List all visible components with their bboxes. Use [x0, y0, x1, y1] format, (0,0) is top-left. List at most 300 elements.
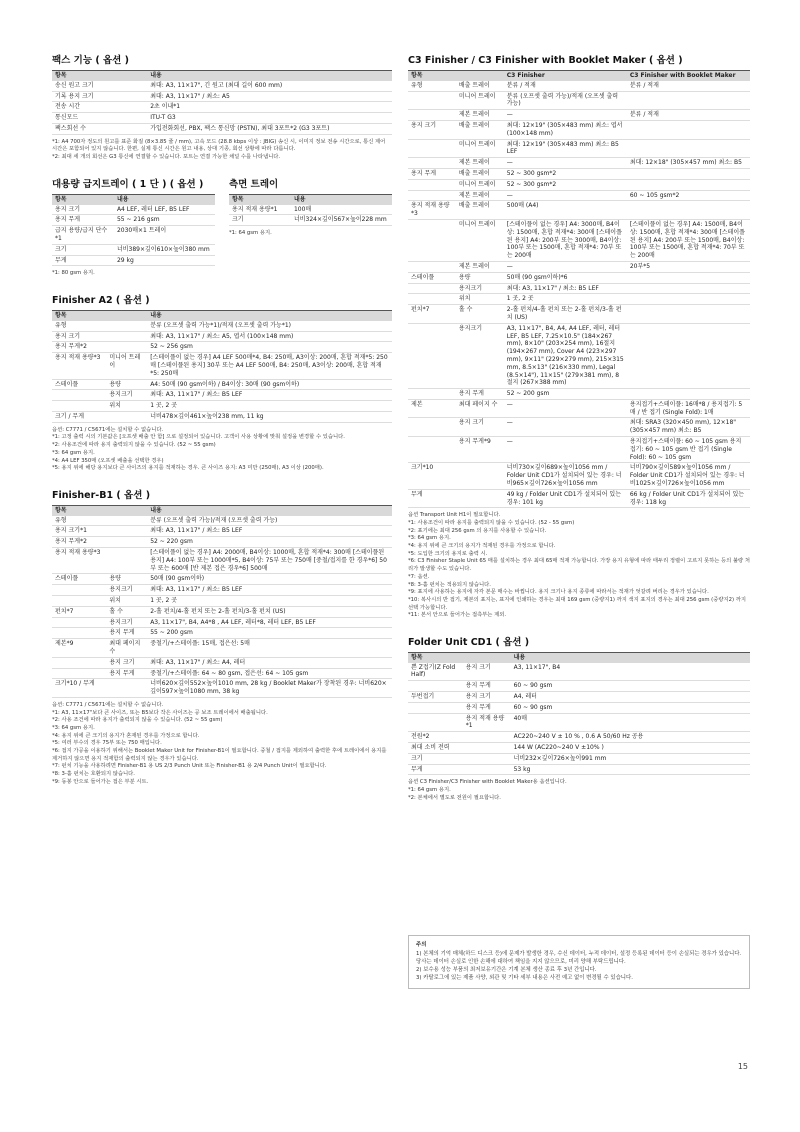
cell: 두번접기	[408, 692, 463, 703]
cell: 용지 무게	[408, 168, 456, 179]
table-row	[52, 81, 392, 91]
cell	[627, 120, 750, 139]
table-row	[52, 585, 392, 596]
cell: 2-홀 펀치/4-홀 펀치 또는 2-홀 펀치/3-홀 펀치 (US)	[504, 305, 627, 324]
cell: 최대: 12×19" (305×483 mm) 최소: 엽서 (100×148 mm)	[504, 120, 627, 139]
cell: 크기 / 무게	[52, 412, 106, 423]
cell	[408, 110, 456, 121]
table-row	[408, 81, 750, 91]
fax-header-item: 항목	[52, 71, 147, 81]
folder-unit-table	[408, 652, 750, 776]
table-row	[408, 489, 750, 508]
cell: A3, 11×17", B4	[511, 663, 750, 681]
table-row	[408, 139, 750, 158]
cell	[408, 681, 463, 692]
cell	[408, 713, 463, 732]
cell	[408, 219, 456, 261]
table-row	[408, 219, 750, 261]
cell: 용지크기	[106, 585, 147, 596]
footnote: *2: 표기에는 최대 256 gsm 의 용지를 사용할 수 있습니다.	[408, 527, 547, 534]
cell: 너비620×깊이552×높이1010 mm, 28 kg / Booklet Maker가 장착된 경우: 너비620×깊이597×높이1080 mm, 38 kg	[147, 679, 392, 698]
table-row	[408, 692, 750, 703]
footnote: 옵션 Transport Unit H1이 필요합니다.	[408, 512, 501, 519]
footnote: 옵션: C7771 / C5671에는 설치할 수 없습니다.	[52, 701, 164, 708]
cell: 53 kg	[511, 764, 750, 775]
cell	[408, 283, 456, 294]
cell	[456, 463, 504, 489]
table-row	[52, 401, 392, 412]
cell: 55 ~ 200 gsm	[147, 628, 392, 639]
cell: 스테이플	[52, 574, 106, 585]
cell: 최대 페이지 수	[106, 639, 147, 658]
footnote: *10: 복사시의 반 접기, 제본의 표지는, 표지에 인쇄하는 경우는 최대 169 gsm (중량지1) 까지 색지 표지의 경우는 최대 256 gsm (중량지2) 까지 선택 가능합니다.	[408, 596, 746, 611]
cell: —	[504, 418, 627, 437]
table-row	[229, 205, 392, 215]
cell: 용지 적재 용량*3	[52, 548, 106, 574]
cell: ITU-T G3	[147, 113, 392, 124]
cell: 50매 (90 gsm이하)*6	[504, 272, 627, 283]
cell: 미니어 트레이	[106, 353, 147, 379]
finisher-a2-title: Finisher A2 ( 옵션 )	[52, 295, 150, 307]
cell: 너비389×깊이610×높이380 mm	[114, 244, 215, 255]
table-row	[408, 753, 750, 764]
header-cell: 내용	[511, 652, 750, 662]
footnote: *6: 접지 가공을 이용하기 위해서는 Booklet Maker Unit for Finisher-B1이 필요합니다. 중철 / 접지를 제외하여 출력한 후에 트레이에서 용지를 제거하지 않으면 용지 적재함의 출력되지 않는 경우가 있습니다.	[52, 748, 387, 762]
table-row	[52, 574, 392, 585]
cell	[408, 702, 463, 713]
table-row	[52, 639, 392, 658]
cell: 52 ~ 200 gsm	[504, 389, 627, 400]
footnote: *4: 용지 위에 큰 크기의 용지가 혼재된 경우를 가정으로 합니다.	[52, 732, 200, 739]
cell: 용지 크기	[456, 418, 504, 437]
cell	[408, 418, 456, 437]
cell	[408, 294, 456, 305]
cell: 미니어 트레이	[456, 219, 504, 261]
cell	[456, 489, 504, 508]
cell: 미니어 트레이	[456, 91, 504, 110]
cell: 미니어 트레이	[456, 179, 504, 190]
cell: 52 ~ 256 gsm	[147, 342, 392, 353]
cell	[627, 323, 750, 388]
cell: 중철기/+스테이플: 15매, 접은선: 5매	[147, 639, 392, 658]
cell	[106, 548, 147, 574]
header-cell: 내용	[291, 194, 392, 204]
table-row	[408, 681, 750, 692]
table-row	[52, 516, 392, 526]
cell: —	[504, 399, 627, 418]
cell	[52, 596, 106, 607]
header-cell: C3 Finisher with Booklet Maker	[627, 71, 750, 81]
cell: 100매	[291, 205, 392, 215]
cell: 유형	[52, 516, 106, 526]
cell	[106, 526, 147, 537]
cell: 용지크기	[106, 390, 147, 401]
cell: 2초 이내*1	[147, 102, 392, 113]
table-row	[52, 226, 215, 245]
table-row	[408, 663, 750, 681]
header-cell	[106, 311, 147, 321]
cell	[463, 743, 511, 754]
table-row	[408, 294, 750, 305]
table-row	[408, 323, 750, 388]
cell: 용지크기	[456, 323, 504, 388]
table-row	[52, 657, 392, 668]
cell	[52, 657, 106, 668]
table-row	[229, 215, 392, 226]
footnote: *4: A4 LEF 350매 (오프셋 배출을 선택한 경우)	[52, 457, 164, 464]
table-row	[52, 102, 392, 113]
cell: —	[504, 190, 627, 201]
table-row	[408, 179, 750, 190]
cell: 용지접기+스테이플: 16매*8 / 용지접기: 5매 / 반 접기 (Single Fold): 1매	[627, 399, 750, 418]
cell	[408, 437, 456, 463]
cell: 배출 트레이	[456, 201, 504, 220]
cell	[52, 668, 106, 679]
footnote: *3: 64 gsm 용지.	[52, 449, 95, 456]
cell	[627, 294, 750, 305]
cell: 용지 적재 용량*3	[52, 353, 106, 379]
cell: 최대: A3, 11×17" / 최소: A5, 엽서 (100×148 mm)	[147, 331, 392, 342]
footnote: *1: 고정 출력 시의 기본값은 [오프셋 배출 안 함] 으로 설정되어 있습니다. 고객이 사용 상황에 맞춰 설정을 변경할 수 있습니다.	[52, 434, 345, 441]
footnote: *4: 용지 위에 큰 크기의 용지가 적재된 경우를 가정으로 합니다.	[408, 543, 556, 550]
cell: 크기*10 / 무게	[52, 679, 106, 698]
cell	[408, 91, 456, 110]
table-row	[408, 463, 750, 489]
fax-section	[52, 52, 392, 162]
table-row	[52, 412, 392, 423]
cell: 통신모드	[52, 113, 147, 124]
cell: —	[504, 261, 627, 272]
cell: A3, 11×17", B4, A4, A4 LEF, 레터, 레터 LEF, B5 LEF, 7.25×10.5" (184×267 mm), 8×10" (203×254 mm), 16절지 (194×267 mm), Cover A4 (223×297 mm), 9×11" (229×279 mm), 215×315 mm, 8.5×13" (216×330 mm), Legal (8.5×14"), 11×15" (279×381 mm), 8절지 (267×388 mm)	[504, 323, 627, 388]
cell	[463, 764, 511, 775]
hcf-table	[52, 194, 215, 267]
cell: 52 ~ 300 gsm*2	[504, 179, 627, 190]
side-tray-notes	[229, 230, 392, 238]
cell: 용지크기	[456, 283, 504, 294]
cell: 크기*10	[408, 463, 456, 489]
cell	[627, 283, 750, 294]
folder-unit-title: Folder Unit CD1 ( 옵션 )	[408, 636, 530, 648]
finisher-b1-title: Finisher-B1 ( 옵션 )	[52, 489, 151, 501]
cell	[52, 401, 106, 412]
cell	[408, 389, 456, 400]
cell: 144 W (AC220~240 V ±10% )	[511, 743, 750, 754]
footnote: *8: 3-홀 펀치는 적용되지 않습니다.	[408, 581, 491, 588]
footnote: *6: C3 Finisher Staple Unit 65 매를 설치하는 경우 최대 65매 적재 가능합니다. 가장 용지 유형에 따라 태두리 정렬이 고르지 못하는 등의 불량 처리가 발생할 수도 있습니다.	[408, 558, 750, 573]
cell: 1 곳, 2 곳	[504, 294, 627, 305]
header-cell	[456, 71, 504, 81]
footnote: *1: A3, 11×17"보다 큰 사이즈, 또는 B5보다 작은 사이즈는 공 보조 트레이에서 배출됩니다.	[52, 709, 268, 716]
cell: 최대: A3, 11×17" / 최소: A5	[147, 91, 392, 102]
cell: 무게	[52, 255, 114, 266]
cell: 용량	[106, 379, 147, 390]
table-row	[408, 283, 750, 294]
page-number: 15	[737, 1062, 748, 1071]
notice-box	[408, 935, 750, 989]
footnote: 옵션: C7771 / C5671에는 설치할 수 없습니다.	[52, 426, 164, 433]
cell: 분류 / 적재	[627, 110, 750, 121]
footnote: *7: 옵션.	[408, 573, 430, 580]
table-row	[52, 537, 392, 548]
cell: 제본*9	[52, 639, 106, 658]
cell: 최대: A3, 11×17" / 최소: B5 LEF	[504, 283, 627, 294]
footnote: *3: 64 gsm 용지.	[52, 725, 95, 731]
cell: 29 kg	[114, 255, 215, 266]
cell: 너비790×깊이589×높이1056 mm / Folder Unit CD1가 설치되어 있는 경우: 너비1025×깊이726×높이1056 mm	[627, 463, 750, 489]
table-row	[52, 342, 392, 353]
cell	[106, 516, 147, 526]
cell	[408, 323, 456, 388]
table-row	[52, 617, 392, 628]
table-row	[52, 331, 392, 342]
table-row	[52, 205, 215, 215]
notice-item: 3) 카탈로그에 있는 제품 사양, 외관 및 기타 세부 내용은 사전 예고 없이 변경될 수 있습니다.	[416, 975, 633, 982]
table-row	[52, 390, 392, 401]
cell: 스테이플	[52, 379, 106, 390]
cell: 가입전화회선, PBX, 팩스 통신망 (PSTN), 최대 3포트*2 (G3 3포트)	[147, 123, 392, 134]
table-row	[52, 606, 392, 617]
cell	[106, 537, 147, 548]
cell: A3, 11×17", B4, A4*8 , A4 LEF, 레터*8, 레터 LEF, B5 LEF	[147, 617, 392, 628]
footnote: *8: 3-홀 펀치는 호환되지 않습니다.	[52, 771, 135, 778]
c3-finisher-title: C3 Finisher / C3 Finisher with Booklet Maker ( 옵션 )	[408, 55, 683, 66]
cell: 급지 용량/급지 단수*1	[52, 226, 114, 245]
cell: 52 ~ 220 gsm	[147, 537, 392, 548]
cell: 최대: A3, 11×17" / 최소: B5 LEF	[147, 526, 392, 537]
finisher-b1-notes	[52, 702, 392, 786]
cell: 500매 (A4)	[504, 201, 627, 220]
cell: 너비324×깊이567×높이228 mm	[291, 215, 392, 226]
footnote: *1: 64 gsm 용지.	[229, 230, 272, 237]
cell	[408, 139, 456, 158]
cell	[408, 179, 456, 190]
cell: 최대 페이지 수	[456, 399, 504, 418]
footnote: *9: 표지에 사용하는 용지에 자각 본문 매수는 바뀝니다. 용지 크기나 용지 종류에 따라서는 적재가 엇갈려 버리는 경우가 있습니다.	[408, 589, 709, 596]
table-row	[408, 764, 750, 775]
cell: 전원*2	[408, 732, 463, 743]
cell: 너비478×깊이461×높이238 mm, 11 kg	[147, 412, 392, 423]
cell	[52, 390, 106, 401]
cell: 무게	[408, 764, 463, 775]
cell: 용지 무게	[463, 702, 511, 713]
cell	[627, 305, 750, 324]
table-row	[408, 190, 750, 201]
cell	[106, 679, 147, 698]
cell: 배출 트레이	[456, 168, 504, 179]
cell	[106, 342, 147, 353]
cell	[52, 617, 106, 628]
cell: 용지 무게	[463, 681, 511, 692]
cell: 제본 트레이	[456, 110, 504, 121]
finisher-a2-table	[52, 310, 392, 423]
header-cell: 항목	[229, 194, 291, 204]
table-row	[52, 215, 215, 226]
cell: 중철기/+스테이플: 64 ~ 80 gsm, 접은선: 64 ~ 105 gsm	[147, 668, 392, 679]
cell: 용지 무게*2	[52, 342, 106, 353]
header-cell: 내용	[114, 194, 215, 204]
table-row	[408, 158, 750, 169]
cell: 용지 크기	[106, 657, 147, 668]
side-tray-table	[229, 194, 392, 226]
cell: 최대: A3, 11×17" / 최소: A4, 레터	[147, 657, 392, 668]
cell: 2-홀 펀치/4-홀 펀치 또는 2-홀 펀치/3-홀 펀치 (US)	[147, 606, 392, 617]
cell: 송신 원고 크기	[52, 81, 147, 91]
cell	[52, 585, 106, 596]
cell: 50매 (90 gsm이하)	[147, 574, 392, 585]
footnote: *2: 사용 조건에 따라 용지가 출력되지 않을 수 있습니다. (52 ~ 55 gsm)	[52, 717, 223, 724]
tray-pair	[52, 176, 392, 278]
cell: 20부*5	[627, 261, 750, 272]
cell: 55 ~ 216 gsm	[114, 215, 215, 226]
table-row	[52, 526, 392, 537]
footnote: 옵션 C3 Finisher/C3 Finisher with Booklet Maker용 옵션입니다.	[408, 779, 567, 786]
cell: 분류 (오프셋 출력 가능)/적재 (오프셋 출력 가능)	[504, 91, 627, 110]
cell: —	[504, 158, 627, 169]
fax-table	[52, 70, 392, 135]
cell	[408, 190, 456, 201]
cell: 용지 크기	[463, 663, 511, 681]
cell: 용지 크기	[52, 205, 114, 215]
cell	[627, 139, 750, 158]
footnote: *2: 최대 세 개의 회선은 G3 통신에 연결할 수 있습니다. 포트는 연결 가능한 채널 수를 나타냅니다.	[52, 154, 281, 161]
c3-finisher-section	[408, 52, 750, 620]
cell: 전송 시간	[52, 102, 147, 113]
cell	[627, 201, 750, 220]
side-tray-title: 측면 트레이	[229, 178, 279, 190]
table-row	[408, 261, 750, 272]
cell: 너비730×깊이689×높이1056 mm / Folder Unit CD1가 설치되어 있는 경우: 너비965×깊이726×높이1056 mm	[504, 463, 627, 489]
cell: 미니어 트레이	[456, 139, 504, 158]
cell: 너비232×깊이726×높이991 mm	[511, 753, 750, 764]
cell: 용지 무게	[456, 389, 504, 400]
cell: 최대: 12×19" (305×483 mm) 최소: B5 LEF	[504, 139, 627, 158]
cell: 49 kg / Folder Unit CD1가 설치되어 있는 경우: 101 kg	[504, 489, 627, 508]
cell: 위치	[106, 596, 147, 607]
table-row	[408, 168, 750, 179]
footnote: *1: A4 700자 정도의 원고를 표준 화질 (8×3.85 줄 / mm), 고속 모드 (28.8 kbps 이상 : JBIG) 송신 시, 이미지 정보 전송 시간으로, 통신 제어 시간은 포함되어 있지 않습니다. 한편, 실제 통신 시간은 원고 내용, 상대 기종, 회선 상황에 따라 다릅니다.	[52, 138, 386, 153]
table-row	[52, 123, 392, 134]
cell: 분류 / 적재	[504, 81, 627, 91]
cell: 용량	[456, 272, 504, 283]
cell: 60 ~ 90 gsm	[511, 681, 750, 692]
header-cell: 내용	[147, 505, 392, 515]
cell	[408, 261, 456, 272]
table-row	[408, 272, 750, 283]
folder-unit-section	[408, 634, 750, 803]
hcf-title: 대용량 급지트레이 ( 1 단 ) ( 옵션 )	[52, 178, 204, 190]
cell: 위치	[456, 294, 504, 305]
cell: 용지접기+스테이플: 60 ~ 105 gsm 용지접기: 60 ~ 105 gsm 반 접기 (Single Fold): 60 ~ 105 gsm	[627, 437, 750, 463]
cell: 용지 크기	[408, 120, 456, 139]
right-column	[408, 52, 750, 816]
finisher-a2-notes	[52, 427, 392, 473]
cell: [스테이플이 없는 경우] A4: 3000매, B4이상: 1500매, 혼합 적재*4: 300매 [스테이플된 용지] A4: 200부 또는 3000매, B4이상: 100부 또는 1500매, 혼합 적재*4: 70부 또는 200매	[504, 219, 627, 261]
cell: 용지 무게	[106, 628, 147, 639]
cell: 용지 크기*1	[52, 526, 106, 537]
footnote: *11: 본서 안으로 들어가는 접측부는 제외.	[408, 612, 507, 619]
cell: 용량	[106, 574, 147, 585]
cell: 66 kg / Folder Unit CD1가 설치되어 있는 경우: 118 kg	[627, 489, 750, 508]
cell: [스테이플이 없는 경우] A4: 2000매, B4이상: 1000매, 혼합 적재*4: 300매 [스테이플된 용지] A4: 100부 또는 1000매*5, B4이상: 75부 또는 750매 [중철/접지를 한 경우*6] 50부 또는 600매 [반 제본 접은 경우*6] 500매	[147, 548, 392, 574]
cell: 무게	[408, 489, 456, 508]
cell: AC220~240 V ± 10 % , 0.6 A 50/60 Hz 공용	[511, 732, 750, 743]
header-cell	[106, 505, 147, 515]
cell: 크기	[52, 244, 114, 255]
footnote: *7: 펀치 기능을 사용하려면 Finisher-B1 용 US 2/3 Punch Unit 또는 Finisher-B1 용 2/4 Punch Unit이 필요합니다.	[52, 763, 327, 770]
cell: 용지 무게*2	[52, 537, 106, 548]
cell	[106, 321, 147, 331]
header-cell: 항목	[52, 194, 114, 204]
table-row	[52, 255, 215, 266]
table-row	[408, 437, 750, 463]
header-cell: C3 Finisher	[504, 71, 627, 81]
cell: 배출 트레이	[456, 120, 504, 139]
table-row	[408, 713, 750, 732]
finisher-b1-table	[52, 505, 392, 698]
cell	[463, 753, 511, 764]
cell: 40매	[511, 713, 750, 732]
fax-header-content: 내용	[147, 71, 392, 81]
cell: 1 곳, 2 곳	[147, 596, 392, 607]
cell: 1 곳, 2 곳	[147, 401, 392, 412]
cell: 용지 적재 용량*1	[463, 713, 511, 732]
header-cell	[463, 652, 511, 662]
footnote: *2: 사용조건에 따라 용지 출력되지 않을 수 있습니다. (52 ~ 55 gsm)	[52, 442, 216, 449]
fax-title: 팩스 기능 ( 옵션 )	[52, 55, 129, 66]
cell: 용지 무게*9	[456, 437, 504, 463]
cell	[463, 732, 511, 743]
table-row	[52, 353, 392, 379]
cell: —	[504, 437, 627, 463]
table-row	[52, 628, 392, 639]
cell: 2030매×1 트레이	[114, 226, 215, 245]
table-row	[408, 91, 750, 110]
cell: 용지 적재 용량*3	[408, 201, 456, 220]
cell: 최대: 12×18" (305×457 mm) 최소: B5	[627, 158, 750, 169]
c3-finisher-table	[408, 70, 750, 508]
cell: 제본	[408, 399, 456, 418]
left-column	[52, 52, 392, 800]
hcf-notes	[52, 270, 215, 278]
footnote: *1: 80 gsm 용지.	[52, 270, 95, 277]
cell: 제본 트레이	[456, 158, 504, 169]
footnote: *5: 도입한 크기의 용지로 출력 시.	[408, 550, 488, 557]
cell	[106, 412, 147, 423]
cell: 팩스회선 수	[52, 123, 147, 134]
cell: 최대: A3, 11×17" / 최소: B5 LEF	[147, 585, 392, 596]
cell: 용지 크기	[463, 692, 511, 703]
cell: 제본 트레이	[456, 261, 504, 272]
cell: 60 ~ 105 gsm*2	[627, 190, 750, 201]
cell: 펀치*7	[52, 606, 106, 617]
cell	[627, 179, 750, 190]
cell: 용지 적재 용량*1	[229, 205, 291, 215]
cell: 용지크기	[106, 617, 147, 628]
header-cell: 항목	[408, 71, 456, 81]
cell: A4, 레터	[511, 692, 750, 703]
cell: 스테이플	[408, 272, 456, 283]
table-row	[52, 379, 392, 390]
cell: 위치	[106, 401, 147, 412]
table-row	[52, 679, 392, 698]
table-row	[408, 418, 750, 437]
table-row	[408, 399, 750, 418]
cell: 펀치*7	[408, 305, 456, 324]
finisher-a2-section	[52, 292, 392, 473]
table-row	[408, 389, 750, 400]
cell: 최대: SRA3 (320×450 mm), 12×18" (305×457 mm) 최소: B5	[627, 418, 750, 437]
footnote: *5: 용지 위에 해당 용지보다 큰 사이즈의 용지를 적재하는 경우. 큰 사이즈 용지: A3 미만 (250매), A3 이상 (200매).	[52, 465, 324, 472]
